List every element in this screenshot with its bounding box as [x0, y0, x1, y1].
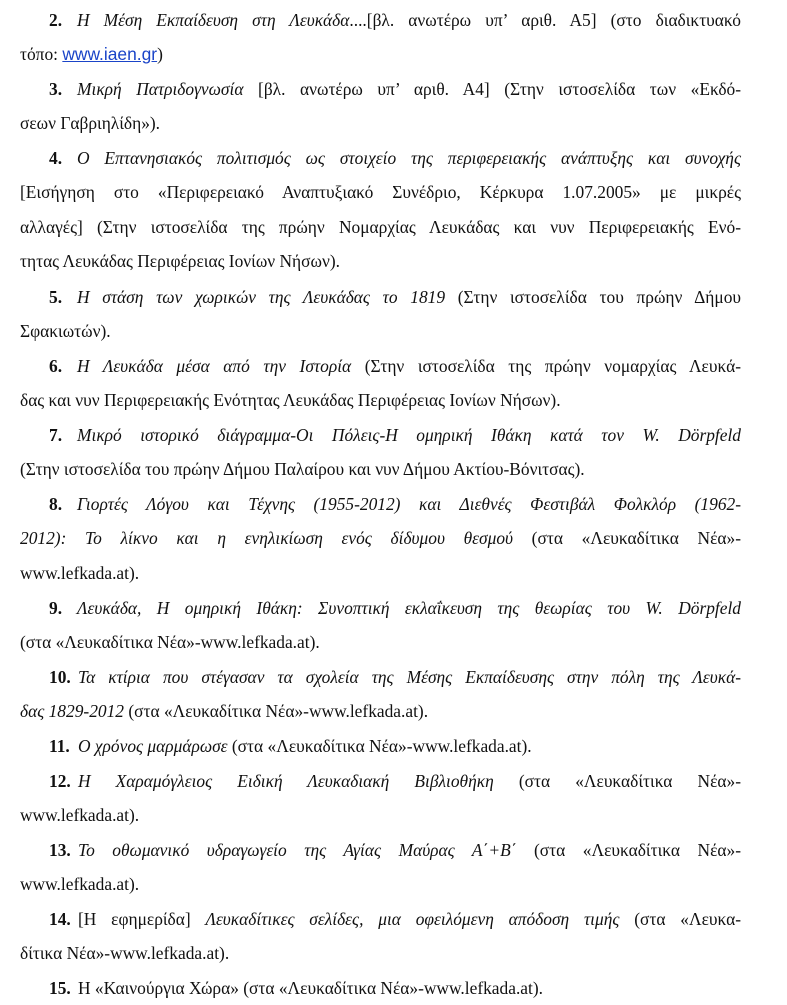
entry-title: Το οθωμανικό υδραγωγείο της Αγίας Μαύρας Α΄+Β΄: [78, 840, 517, 860]
entry-text: σεων Γαβριηλίδη»).: [20, 113, 161, 134]
entry-text: (στα «Λευκαδίτικα Νέα»-www.lefkada.at).: [123, 701, 429, 722]
entry-line: [20, 556, 741, 590]
entry-text: www.lefkada.at).: [20, 874, 140, 895]
bibliography-entry: [20, 902, 741, 971]
entry-number: 11.: [49, 736, 70, 756]
entry-text: ): [157, 44, 163, 65]
entry-text: (Στην ιστοσελίδα του πρώην Δήμου: [445, 287, 742, 307]
entry-text: τητας Λευκάδας Περιφέρειας Ιονίων Νήσων).: [20, 251, 340, 272]
entry-number: 3.: [49, 79, 63, 99]
entry-title: Ο Επτανησιακός πολιτισμός ως στοιχείο της περιφερειακής ανάπτυξης και συνοχής: [77, 148, 741, 168]
entry-number: 13.: [49, 840, 71, 860]
entry-text: (στα «Λευκαδίτικα Νέα»-: [516, 840, 741, 860]
entry-text: www.lefkada.at).: [20, 562, 140, 583]
entry-line: [20, 902, 741, 936]
entry-line: [20, 798, 741, 832]
entry-line: [20, 729, 741, 763]
entry-number: 2.: [49, 10, 63, 30]
bibliography-entry: [20, 418, 741, 487]
bibliography-entry: [20, 833, 741, 902]
entry-text: www.lefkada.at).: [20, 805, 140, 826]
bibliography-entry: [20, 72, 741, 141]
entry-title: Η Μέση Εκπαίδευση στη Λευκάδα: [77, 10, 350, 30]
bibliography-entry: [20, 591, 741, 660]
entry-title: Λευκάδα, Η ομηρική Ιθάκη: Συνοπτική εκλαΐκευση της θεωρίας του W. Dörpfeld: [77, 598, 741, 618]
entry-number: 9.: [49, 598, 63, 618]
entry-line: [20, 3, 741, 37]
entry-line: [20, 452, 741, 486]
entry-number: 12.: [49, 771, 71, 791]
entry-line: [20, 487, 741, 521]
entry-number: 8.: [49, 494, 63, 514]
entry-line: [20, 175, 741, 209]
entry-line: [20, 867, 741, 901]
bibliography-entry: [20, 280, 741, 349]
bibliography-entry: [20, 487, 741, 590]
entry-number: 10.: [49, 667, 71, 687]
entry-text: (Στην ιστοσελίδα της πρώην νομαρχίας Λευκά-: [351, 356, 741, 376]
bibliography-entry: [20, 660, 741, 729]
entry-line: [20, 349, 741, 383]
entry-line: [20, 210, 741, 244]
entry-title: Ο χρόνος μαρμάρωσε: [78, 736, 228, 756]
entry-line: [20, 833, 741, 867]
entry-text: (στα «Λευκαδίτικα Νέα»-www.lefkada.at).: [227, 736, 532, 756]
entry-title: δας 1829-2012: [20, 701, 124, 722]
entry-title: Μικρή Πατριδογνωσία: [77, 79, 244, 99]
entry-text: [βλ. ανωτέρω υπ’ αριθ. Α4] (Στην ιστοσελίδα των «Εκδό-: [243, 79, 741, 99]
entry-title: Η στάση των χωρικών της Λευκάδας το 1819: [77, 287, 446, 307]
entry-number: 5.: [49, 287, 63, 307]
bibliography-entry: [20, 349, 741, 418]
entry-text: ....[βλ. ανωτέρω υπ’ αριθ. Α5] (στο διαδικτυακό: [349, 10, 741, 30]
entry-number: 14.: [49, 909, 71, 929]
entry-line: [20, 936, 741, 970]
entry-text: [Η εφημερίδα]: [78, 909, 206, 929]
entry-line: [20, 694, 741, 728]
entry-title: 2012): Το λίκνο και η ενηλικίωση ενός δίδυμου θεσμού: [20, 528, 513, 549]
entry-line: [20, 244, 741, 278]
entry-number: 7.: [49, 425, 63, 445]
entry-text: (στα «Λευκαδίτικα Νέα»-www.lefkada.at).: [20, 632, 320, 653]
bibliography-entry: [20, 764, 741, 833]
entry-line: [20, 72, 741, 106]
entry-text: δίτικα Νέα»-www.lefkada.at).: [20, 943, 230, 964]
entry-line: [20, 280, 741, 314]
bibliography-entry: [20, 141, 741, 279]
entry-text: Σφακιωτών).: [20, 321, 111, 342]
entry-line: [20, 625, 741, 659]
entry-text: αλλαγές] (Στην ιστοσελίδα της πρώην Νομαρχίας Λευκάδας και νυν Περιφερειακής Ενό-: [20, 216, 741, 237]
entry-text: τόπο:: [20, 44, 63, 65]
entry-line: [20, 37, 741, 71]
entry-line: [20, 314, 741, 348]
entry-number: 4.: [49, 148, 63, 168]
entry-text: (στα «Λευκαδίτικα Νέα»-: [493, 771, 741, 791]
entry-title: Τα κτίρια που στέγασαν τα σχολεία της Μέσης Εκπαίδευσης στην πόλη της Λευκά-: [78, 667, 741, 687]
entry-title: Γιορτές Λόγου και Τέχνης (1955-2012) και Διεθνές Φεστιβάλ Φολκλόρ (1962-: [77, 494, 741, 514]
bibliography-entry: [20, 3, 741, 72]
entry-title: Μικρό ιστορικό διάγραμμα-Οι Πόλεις-Η ομηρική Ιθάκη κατά τον W. Dörpfeld: [77, 425, 741, 445]
entry-text: (στα «Λευκαδίτικα Νέα»-: [513, 528, 741, 549]
entry-text: δας και νυν Περιφερειακής Ενότητας Λευκάδας Περιφέρειας Ιονίων Νήσων).: [20, 390, 561, 411]
entry-line: [20, 383, 741, 417]
entry-text: Η «Καινούργια Χώρα» (στα «Λευκαδίτικα Νέα»-www.lefkada.at).: [78, 978, 543, 998]
entry-line: [20, 764, 741, 798]
entry-text: [Εισήγηση στο «Περιφερειακό Αναπτυξιακό Συνέδριο, Κέρκυρα 1.07.2005» με μικρές: [20, 182, 741, 203]
entry-title: Η Χαραμόγλειος Ειδική Λευκαδιακή Βιβλιοθήκη: [78, 771, 494, 791]
entry-title: Η Λευκάδα μέσα από την Ιστορία: [77, 356, 352, 376]
entry-line: [20, 521, 741, 555]
entry-line: [20, 418, 741, 452]
entry-title: Λευκαδίτικες σελίδες, μια οφειλόμενη απόδοση τιμής: [205, 909, 620, 929]
entry-line: [20, 106, 741, 140]
bibliography-entry: [20, 729, 741, 763]
entry-number: 15.: [49, 978, 71, 998]
entry-line: [20, 591, 741, 625]
entry-line: [20, 660, 741, 694]
entry-text: (Στην ιστοσελίδα του πρώην Δήμου Παλαίρου και νυν Δήμου Ακτίου-Βόνιτσας).: [20, 459, 585, 480]
entry-line: [20, 141, 741, 175]
entry-number: 6.: [49, 356, 63, 376]
website-link[interactable]: www.iaen.gr: [62, 44, 158, 65]
entry-text: (στα «Λευκα-: [619, 909, 741, 929]
